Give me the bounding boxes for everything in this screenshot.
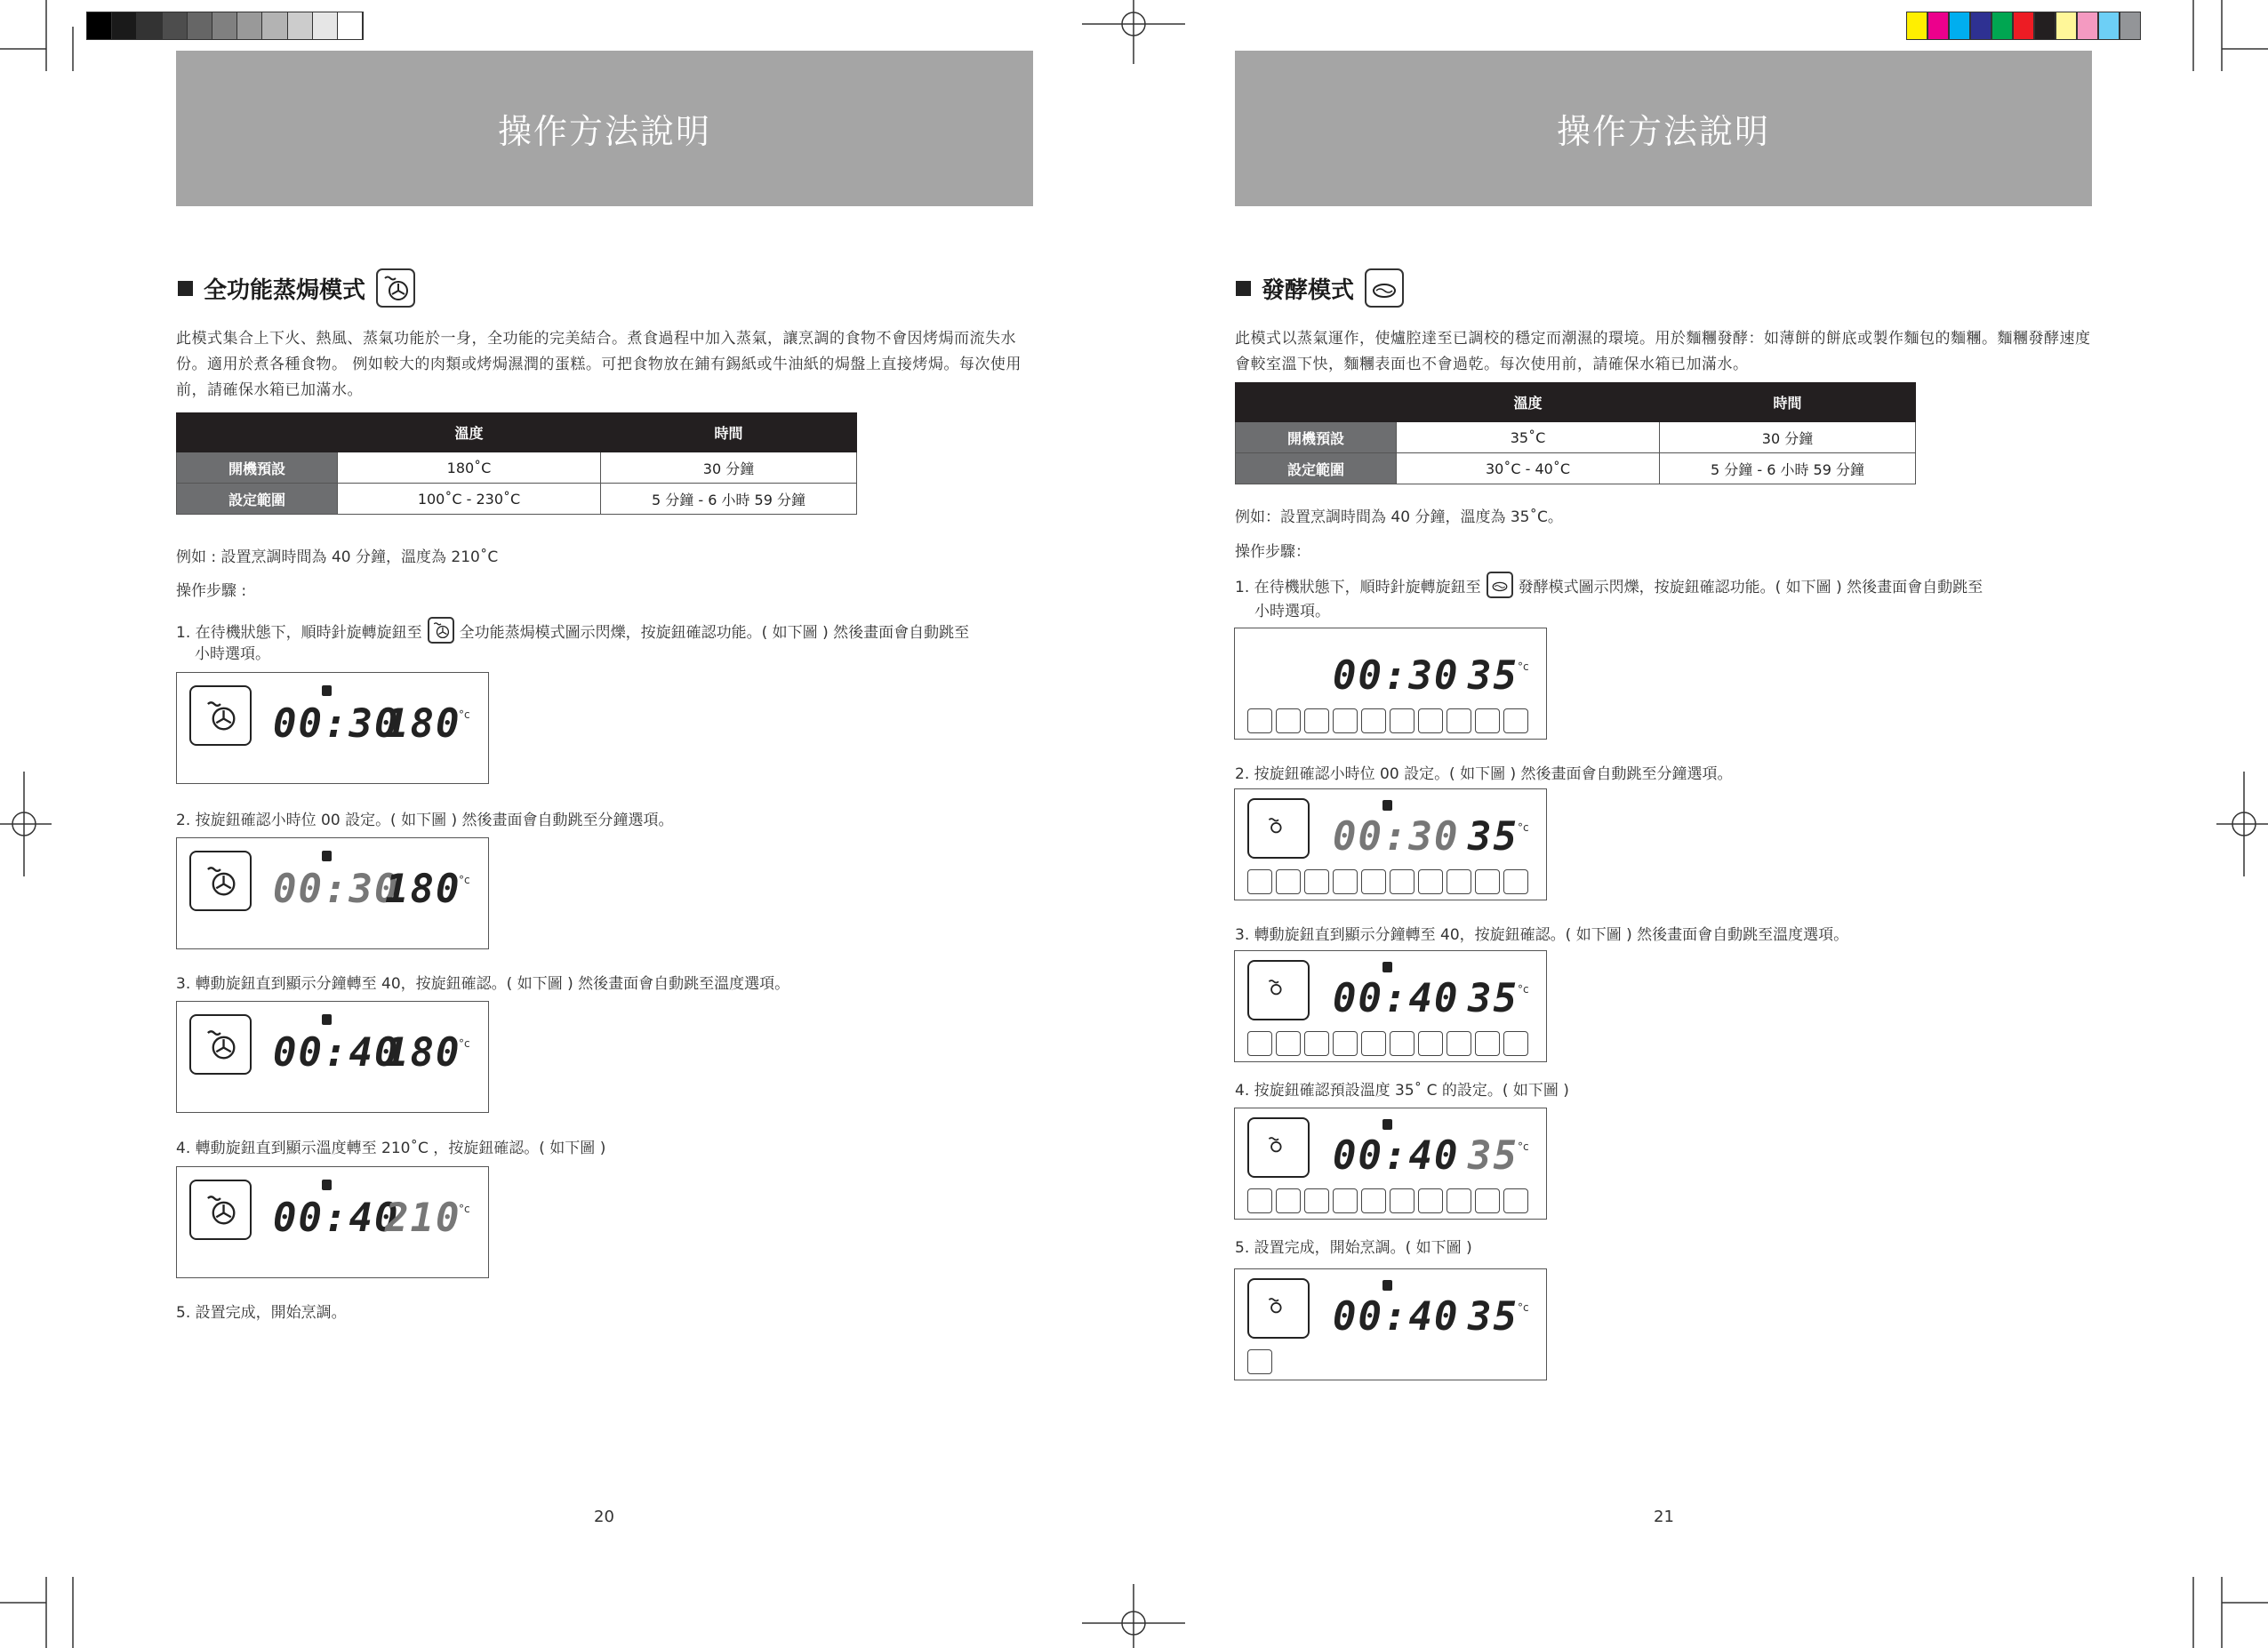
display-mode-icon bbox=[1247, 798, 1310, 859]
table-cell-time: 5 分鐘 - 6 小時 59 分鐘 bbox=[1660, 453, 1916, 484]
table-row-label: 開機預設 bbox=[177, 452, 338, 484]
lock-indicator-icon bbox=[322, 1014, 332, 1025]
step3-left: 3. 轉動旋鈕直到顯示分鐘轉至 40，按旋鈕確認。( 如下圖 ) 然後畫面會自動跳至溫度選項。 bbox=[176, 975, 790, 993]
mode-icon bbox=[1247, 869, 1272, 894]
lcd-display-left-1 bbox=[176, 672, 489, 784]
mode-icon bbox=[1276, 1031, 1301, 1056]
mode-icon bbox=[1361, 1031, 1386, 1056]
mode-icon bbox=[1418, 1031, 1443, 1056]
mode-icon bbox=[1503, 869, 1528, 894]
step4-left: 4. 轉動旋鈕直到顯示溫度轉至 210˚C ，按旋鈕確認。( 如下圖 ) bbox=[176, 1140, 606, 1157]
lcd-display-right-3 bbox=[1234, 950, 1547, 1062]
page-number-right: 21 bbox=[1654, 1508, 1674, 1526]
display-temp: 180 bbox=[385, 867, 461, 912]
mode-icon-strip bbox=[1247, 1349, 1272, 1374]
mode-icon bbox=[1333, 1031, 1358, 1056]
step1-part-b: 發酵模式圖示閃爍，按旋鈕確認功能。( 如下圖 ) 然後畫面會自動跳至 bbox=[1518, 578, 1983, 596]
mode-icon bbox=[1447, 1188, 1471, 1213]
display-deg-unit: °c bbox=[1518, 1140, 1529, 1153]
mode-icon bbox=[1390, 708, 1414, 733]
section-title-text: 全功能蒸焗模式 bbox=[204, 276, 366, 304]
mode-icon-strip bbox=[1247, 708, 1528, 733]
mode-icon bbox=[1247, 1188, 1272, 1213]
step5-right: 5. 設置完成，開始烹調。( 如下圖 ) bbox=[1235, 1239, 1472, 1257]
display-mode-icon bbox=[189, 1014, 252, 1075]
spec-table-left bbox=[176, 412, 857, 515]
mode-icon bbox=[1418, 708, 1443, 733]
lock-indicator-icon bbox=[322, 851, 332, 861]
display-time: 00:30 bbox=[273, 701, 400, 747]
display-time: 00:40 bbox=[1333, 1133, 1460, 1179]
display-mode-icon bbox=[189, 1180, 252, 1240]
display-mode-icon bbox=[1247, 1278, 1310, 1339]
step1-cont-left: 小時選項。 bbox=[195, 645, 270, 663]
display-deg-unit: °c bbox=[1518, 821, 1529, 834]
display-temp: 210 bbox=[385, 1196, 461, 1241]
example-text-right: 例如：設置烹調時間為 40 分鐘，溫度為 35˚C。 bbox=[1235, 508, 1563, 526]
step1-part-a: 1. 在待機狀態下，順時針旋轉旋鈕至 bbox=[176, 623, 422, 642]
display-deg-unit: °c bbox=[459, 874, 470, 886]
lcd-display-right-1 bbox=[1234, 628, 1547, 740]
mode-icon bbox=[1390, 869, 1414, 894]
steps-label-left: 操作步驟 : bbox=[176, 582, 247, 600]
section-title-left bbox=[178, 268, 415, 308]
fermentation-mode-icon bbox=[1365, 268, 1404, 308]
display-deg-unit: °c bbox=[1518, 983, 1529, 996]
mode-icon bbox=[1503, 1188, 1528, 1213]
table-row-label: 設定範圍 bbox=[1236, 453, 1397, 484]
section-title-right bbox=[1236, 268, 1404, 308]
display-temp: 35 bbox=[1468, 814, 1519, 860]
mode-icon bbox=[1361, 1188, 1386, 1213]
display-time: 00:30 bbox=[273, 867, 400, 912]
table-header-temp: 溫度 bbox=[338, 413, 601, 452]
steps-label-right: 操作步驟： bbox=[1235, 543, 1310, 561]
lcd-display-left-3 bbox=[176, 1001, 489, 1113]
mode-icon bbox=[1390, 1031, 1414, 1056]
display-time: 00:40 bbox=[273, 1030, 400, 1076]
step3-right: 3. 轉動旋鈕直到顯示分鐘轉至 40，按旋鈕確認。( 如下圖 ) 然後畫面會自動跳至溫度選項。 bbox=[1235, 926, 1849, 944]
fermentation-mode-icon bbox=[1247, 1349, 1272, 1374]
table-row-label: 設定範圍 bbox=[177, 484, 338, 515]
mode-icon bbox=[1447, 1031, 1471, 1056]
display-time: 00:40 bbox=[1333, 1294, 1460, 1340]
mode-icon bbox=[1304, 708, 1329, 733]
page-banner-left: 操作方法說明 bbox=[176, 51, 1033, 206]
mode-icon bbox=[1333, 1188, 1358, 1213]
step1-part-b: 全功能蒸焗模式圖示閃爍，按旋鈕確認功能。( 如下圖 ) 然後畫面會自動跳至 bbox=[459, 623, 970, 642]
step1-right bbox=[1235, 572, 1983, 598]
table-row-label: 開機預設 bbox=[1236, 422, 1397, 453]
display-temp: 180 bbox=[385, 1030, 461, 1076]
fermentation-mode-icon bbox=[1487, 572, 1513, 598]
mode-icon-strip bbox=[1247, 869, 1528, 894]
lock-indicator-icon bbox=[1382, 800, 1392, 811]
mode-icon bbox=[1276, 708, 1301, 733]
mode-icon bbox=[1418, 869, 1443, 894]
step2-right: 2. 按旋鈕確認小時位 00 設定。( 如下圖 ) 然後畫面會自動跳至分鐘選項。 bbox=[1235, 765, 1733, 783]
step4-right: 4. 按旋鈕確認預設溫度 35˚ C 的設定。( 如下圖 ) bbox=[1235, 1082, 1569, 1100]
display-mode-icon bbox=[1247, 960, 1310, 1020]
mode-icon-strip bbox=[1247, 1031, 1528, 1056]
lock-indicator-icon bbox=[1382, 1119, 1392, 1130]
display-temp: 35 bbox=[1468, 1294, 1519, 1340]
step1-part-a: 1. 在待機狀態下，順時針旋轉旋鈕至 bbox=[1235, 578, 1481, 596]
mode-icon bbox=[1390, 1188, 1414, 1213]
display-deg-unit: °c bbox=[1518, 660, 1529, 673]
step1-cont-right: 小時選項。 bbox=[1254, 603, 1330, 620]
mode-icon bbox=[1475, 869, 1500, 894]
mode-icon bbox=[1304, 1031, 1329, 1056]
table-cell-time: 5 分鐘 - 6 小時 59 分鐘 bbox=[601, 484, 857, 515]
mode-icon bbox=[1333, 708, 1358, 733]
intro-paragraph-right: 此模式以蒸氣運作，使爐腔達至已調校的穩定而潮濕的環境。用於麵糰發酵：如薄餅的餅底或製作麵包的麵糰。麵糰發酵速度會較室溫下快，麵糰表面也不會過乾。每次使用前，請確保水箱已加滿水。 bbox=[1235, 330, 2091, 373]
table-cell-temp: 180˚C bbox=[338, 452, 601, 484]
steam-convection-mode-icon bbox=[428, 617, 454, 644]
step1-left bbox=[176, 617, 969, 644]
table-header-time: 時間 bbox=[601, 413, 857, 452]
table-header-temp: 溫度 bbox=[1397, 383, 1660, 422]
page-number-left: 20 bbox=[594, 1508, 614, 1526]
display-temp: 35 bbox=[1468, 653, 1519, 699]
display-time: 00:40 bbox=[273, 1196, 400, 1241]
display-temp: 35 bbox=[1468, 1133, 1519, 1179]
display-mode-icon bbox=[1247, 1117, 1310, 1178]
table-header-blank bbox=[1236, 383, 1397, 422]
lock-indicator-icon bbox=[322, 685, 332, 696]
step2-left: 2. 按旋鈕確認小時位 00 設定。( 如下圖 ) 然後畫面會自動跳至分鐘選項。 bbox=[176, 812, 674, 829]
example-text-left: 例如 : 設置烹調時間為 40 分鐘，溫度為 210˚C bbox=[176, 548, 499, 566]
mode-icon bbox=[1503, 1031, 1528, 1056]
lcd-display-left-2 bbox=[176, 837, 489, 949]
mode-icon bbox=[1247, 1031, 1272, 1056]
steam-convection-mode-icon bbox=[376, 268, 415, 308]
table-cell-temp: 100˚C - 230˚C bbox=[338, 484, 601, 515]
lock-indicator-icon bbox=[1382, 1280, 1392, 1291]
display-temp: 35 bbox=[1468, 976, 1519, 1021]
mode-icon bbox=[1304, 1188, 1329, 1213]
section-title-text: 發酵模式 bbox=[1262, 276, 1355, 304]
display-time: 00:30 bbox=[1333, 653, 1460, 699]
mode-icon bbox=[1447, 869, 1471, 894]
mode-icon bbox=[1276, 1188, 1301, 1213]
bullet-square-icon bbox=[1236, 281, 1251, 296]
mode-icon bbox=[1418, 1188, 1443, 1213]
table-header-time: 時間 bbox=[1660, 383, 1916, 422]
mode-icon bbox=[1475, 1188, 1500, 1213]
mode-icon bbox=[1333, 869, 1358, 894]
mode-icon-strip bbox=[1247, 1188, 1528, 1213]
table-header-blank bbox=[177, 413, 338, 452]
table-cell-temp: 30˚C - 40˚C bbox=[1397, 453, 1660, 484]
display-time: 00:30 bbox=[1333, 814, 1460, 860]
table-cell-time: 30 分鐘 bbox=[601, 452, 857, 484]
display-deg-unit: °c bbox=[459, 708, 470, 721]
mode-icon bbox=[1503, 708, 1528, 733]
mode-icon bbox=[1475, 1031, 1500, 1056]
spec-table-right bbox=[1235, 382, 1916, 484]
display-temp: 180 bbox=[385, 701, 461, 747]
lcd-display-right-4 bbox=[1234, 1108, 1547, 1220]
bullet-square-icon bbox=[178, 281, 193, 296]
display-time: 00:40 bbox=[1333, 976, 1460, 1021]
display-deg-unit: °c bbox=[1518, 1301, 1529, 1314]
lock-indicator-icon bbox=[322, 1180, 332, 1190]
mode-icon bbox=[1447, 708, 1471, 733]
step5-left: 5. 設置完成，開始烹調。 bbox=[176, 1304, 347, 1322]
display-deg-unit: °c bbox=[459, 1037, 470, 1050]
table-cell-time: 30 分鐘 bbox=[1660, 422, 1916, 453]
mode-icon bbox=[1361, 869, 1386, 894]
lcd-display-right-5 bbox=[1234, 1268, 1547, 1380]
mode-icon bbox=[1247, 708, 1272, 733]
lcd-display-right-2 bbox=[1234, 788, 1547, 900]
display-mode-icon bbox=[189, 851, 252, 911]
display-deg-unit: °c bbox=[459, 1203, 470, 1215]
mode-icon bbox=[1475, 708, 1500, 733]
mode-icon bbox=[1361, 708, 1386, 733]
mode-icon bbox=[1276, 869, 1301, 894]
page-banner-right: 操作方法說明 bbox=[1235, 51, 2092, 206]
intro-paragraph-left: 此模式集合上下火、熱風、蒸氣功能於一身，全功能的完美結合。煮食過程中加入蒸氣，讓烹調的食物不會因烤焗而流失水份。適用於煮各種食物。 例如較大的肉類或烤焗濕潤的蛋糕。可把食物放在鋪有錫紙或牛油紙的焗盤上直接烤焗。每次使用前，請確保水箱已加滿水。 bbox=[176, 330, 1022, 399]
display-mode-icon bbox=[189, 685, 252, 746]
lock-indicator-icon bbox=[1382, 962, 1392, 972]
lcd-display-left-4 bbox=[176, 1166, 489, 1278]
mode-icon bbox=[1304, 869, 1329, 894]
table-cell-temp: 35˚C bbox=[1397, 422, 1660, 453]
